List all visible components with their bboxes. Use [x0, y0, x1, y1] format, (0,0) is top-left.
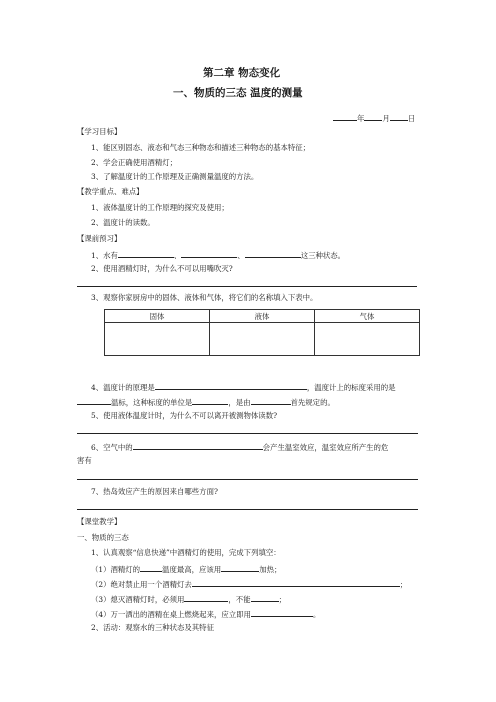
- blank-person[interactable]: [251, 396, 291, 405]
- blank-heating-part[interactable]: [221, 563, 259, 572]
- key-points-header: 【教学重点、难点】: [77, 187, 144, 196]
- objective-2: 2、学会正确使用酒精灯；: [91, 158, 178, 167]
- answer-line[interactable]: [77, 479, 418, 480]
- blank-thermometer-principle[interactable]: [155, 381, 307, 390]
- class-teaching-header: 【课堂教学】: [77, 517, 122, 526]
- blank-greenhouse-gas[interactable]: [133, 441, 263, 450]
- month-blank[interactable]: [364, 112, 382, 121]
- preview-question-4-line2: 温标，这种标度的单位是 ，是由 首先规定的。: [77, 396, 335, 408]
- preview-question-1: 1、水有 、 、 这三种状态。: [91, 251, 346, 260]
- answer-line[interactable]: [77, 509, 418, 510]
- blank-forbidden-action[interactable]: [192, 578, 400, 587]
- preview-question-6-line2: 害有: [77, 456, 92, 465]
- answer-line[interactable]: [77, 433, 418, 434]
- preview-question-3: 3、观察你家厨房中的固体、液体和气体，将它们的名称填入下表中。: [91, 293, 318, 302]
- teaching-item-2: 2、活动：观察水的三种状态及其特征: [91, 623, 214, 632]
- answer-line[interactable]: [77, 286, 417, 287]
- date-line[interactable]: [333, 112, 415, 124]
- page-title: 第二章 物态变化: [203, 67, 281, 79]
- blank-extinguish-tool[interactable]: [184, 593, 228, 602]
- table-header-liquid: 液体: [210, 310, 315, 323]
- table-header-solid: 固体: [105, 310, 210, 323]
- preview-question-7: 7、热岛效应产生的原因来自哪些方面?: [91, 487, 218, 496]
- preview-question-6: 6、空气中的 会产生温室效应，温室效应所产生的危: [91, 443, 389, 452]
- sub-question-4: （4）万一洒出的酒精在桌上燃烧起来，应立即用 。: [91, 610, 321, 619]
- preview-question-4: 4、温度计的原理是 ，温度计上的标度采用的是: [91, 383, 396, 392]
- table-cell-liquid[interactable]: [210, 323, 315, 356]
- sub-question-3: （3）熄灭酒精灯时，必须用 ，不能 ；: [91, 595, 286, 604]
- blank-unit[interactable]: [192, 396, 228, 405]
- year-label: 年: [357, 114, 365, 123]
- blank-state-3[interactable]: [245, 249, 301, 258]
- sub-question-2: （2）绝对禁止用一个酒精灯去 ；: [91, 580, 408, 589]
- preview-question-5: 5、使用液体温度计时，为什么不可以离开被测物体读数?: [91, 411, 278, 420]
- sub-question-1: （1）酒精灯的 温度最高，应该用 加热；: [91, 565, 282, 574]
- table-header-gas: 气体: [315, 310, 420, 323]
- preview-header: 【课前预习】: [77, 234, 122, 243]
- year-blank[interactable]: [333, 112, 357, 121]
- objective-1: 1、能区别固态、液态和气态三种物态和描述三种物态的基本特征；: [91, 143, 311, 152]
- blank-flame-part[interactable]: [140, 563, 162, 572]
- key-point-2: 2、温度计的读数。: [91, 218, 155, 227]
- preview-question-2: 2、使用酒精灯时，为什么不可以用嘴吹灭?: [91, 264, 233, 273]
- objective-3: 3、了解温度计的工作原理及正确测量温度的方法。: [91, 172, 259, 181]
- teaching-item-1: 1、认真观察“信息快递”中酒精灯的使用，完成下列填空：: [91, 548, 281, 557]
- day-label: 日: [407, 114, 416, 123]
- blank-not-allowed[interactable]: [251, 593, 279, 602]
- table-cell-solid[interactable]: [105, 323, 210, 356]
- table-cell-gas[interactable]: [315, 323, 420, 356]
- page-subtitle: 一、物质的三态 温度的测量: [173, 87, 303, 99]
- part-1-header: 一、物质的三态: [77, 533, 129, 542]
- blank-state-1[interactable]: [118, 249, 174, 258]
- day-blank[interactable]: [390, 112, 408, 121]
- blank-state-2[interactable]: [181, 249, 237, 258]
- month-label: 月: [382, 114, 390, 123]
- states-table: [104, 309, 420, 356]
- blank-fire-response[interactable]: [251, 608, 313, 617]
- objectives-header: 【学习目标】: [77, 127, 122, 136]
- key-point-1: 1、液体温度计的工作原理的探究及使用；: [91, 203, 229, 212]
- blank-scale-name[interactable]: [77, 396, 111, 405]
